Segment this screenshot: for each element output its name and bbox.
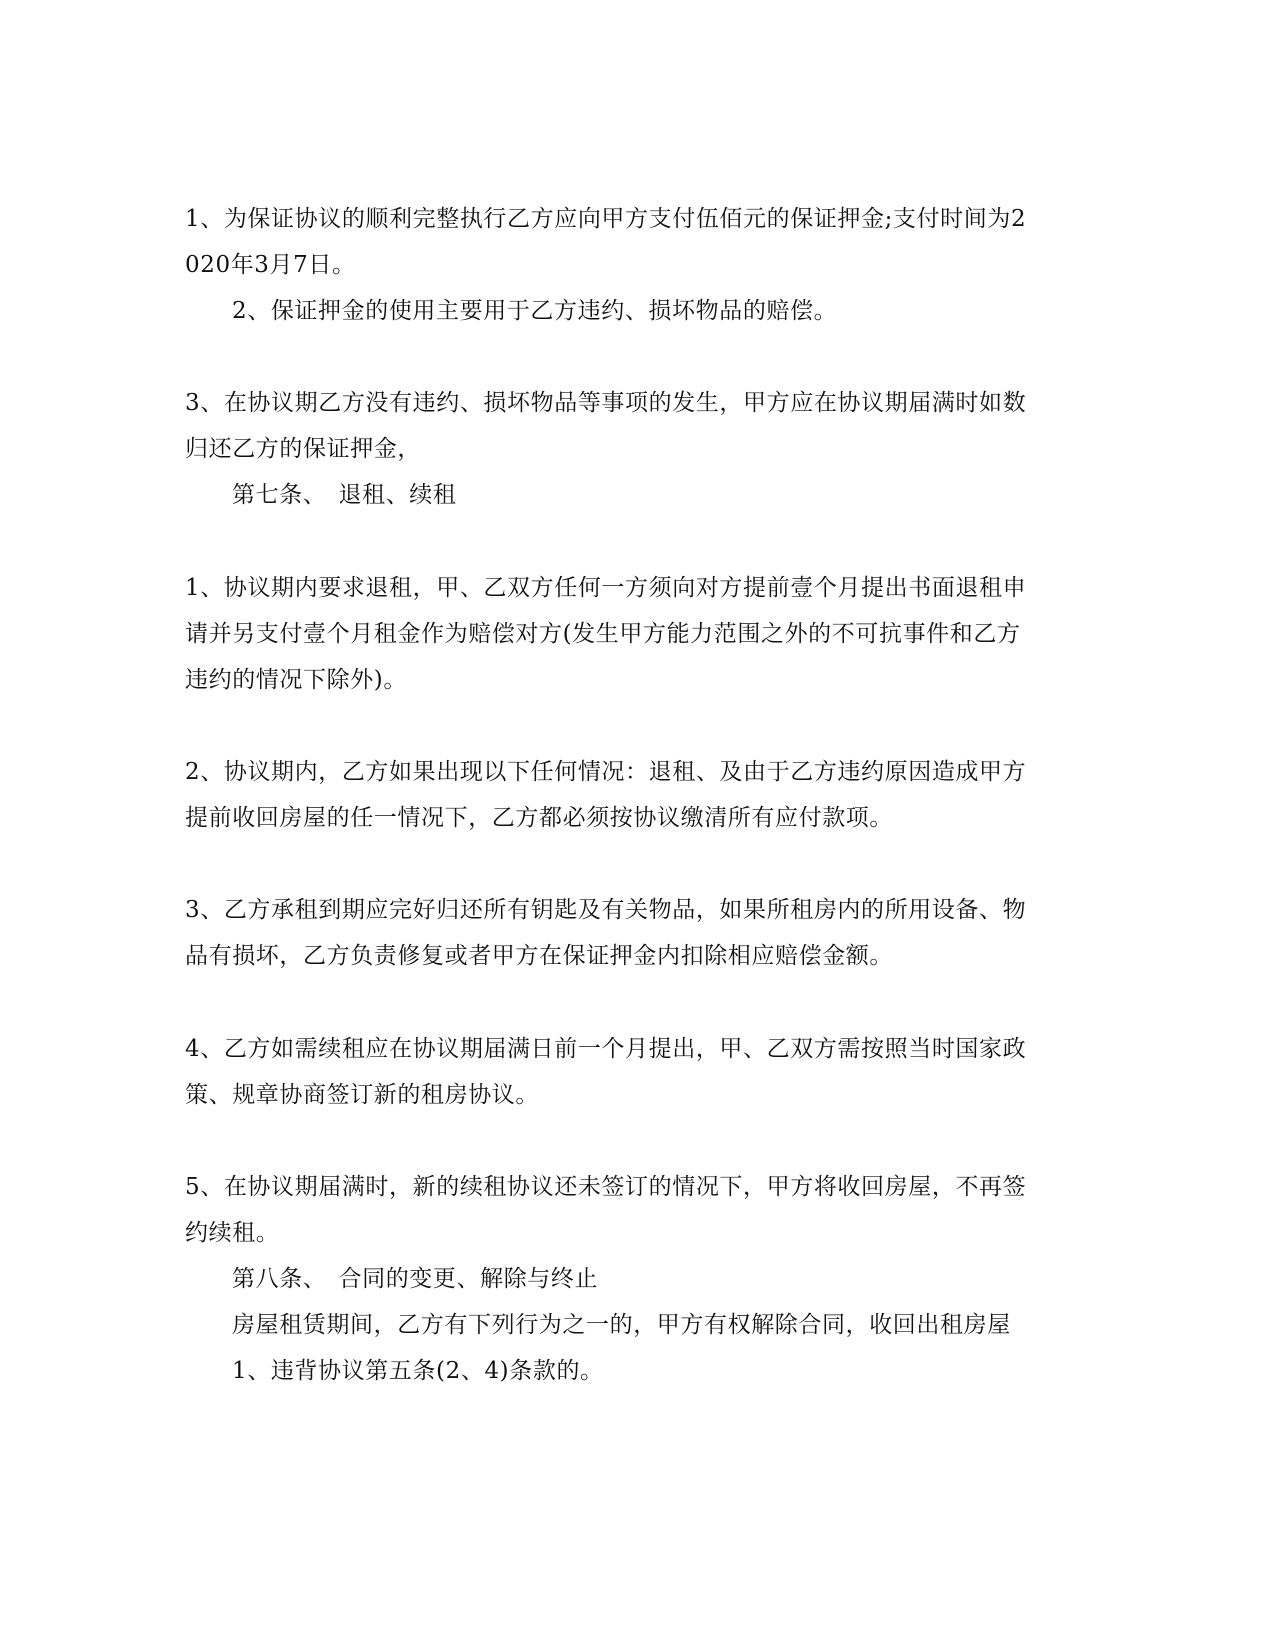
paragraph-line: 提前收回房屋的任一情况下，乙方都必须按协议缴清所有应付款项。 [185, 805, 893, 831]
paragraph-line: 房屋租赁期间，乙方有下列行为之一的，甲方有权解除合同，收回出租房屋 [232, 1312, 1011, 1338]
paragraph-line: 020年3月7日。 [185, 252, 356, 278]
paragraph-line: 策、规章协商签订新的租房协议。 [185, 1082, 539, 1108]
paragraph-line: 1、协议期内要求退租，甲、乙双方任何一方须向对方提前壹个月提出书面退租申 [185, 575, 1027, 601]
section-heading: 第七条、 退租、续租 [232, 482, 457, 508]
paragraph-line: 违约的情况下除外)。 [185, 667, 407, 693]
paragraph-line: 归还乙方的保证押金， [185, 436, 421, 462]
paragraph-line: 约续租。 [185, 1220, 280, 1246]
section-heading: 第八条、 合同的变更、解除与终止 [232, 1266, 599, 1292]
paragraph-line: 2、协议期内，乙方如果出现以下任何情况：退租、及由于乙方违约原因造成甲方 [185, 759, 1027, 785]
paragraph-line: 3、乙方承租到期应完好归还所有钥匙及有关物品，如果所租房内的所用设备、物 [185, 897, 1027, 923]
paragraph-line: 3、在协议期乙方没有违约、损坏物品等事项的发生，甲方应在协议期届满时如数 [185, 390, 1027, 416]
paragraph-line: 2、保证押金的使用主要用于乙方违约、损坏物品的赔偿。 [232, 298, 838, 324]
paragraph-line: 请并另支付壹个月租金作为赔偿对方(发生甲方能力范围之外的不可抗事件和乙方 [185, 621, 1021, 647]
paragraph-line: 4、乙方如需续租应在协议期届满日前一个月提出，甲、乙双方需按照当时国家政 [185, 1036, 1027, 1062]
paragraph-line: 1、为保证协议的顺利完整执行乙方应向甲方支付伍佰元的保证押金;支付时间为2 [185, 206, 1027, 232]
paragraph-line: 5、在协议期届满时，新的续租协议还未签订的情况下，甲方将收回房屋，不再签 [185, 1174, 1027, 1200]
paragraph-line: 1、违背协议第五条(2、4)条款的。 [232, 1358, 604, 1384]
paragraph-line: 品有损坏，乙方负责修复或者甲方在保证押金内扣除相应赔偿金额。 [185, 943, 893, 969]
